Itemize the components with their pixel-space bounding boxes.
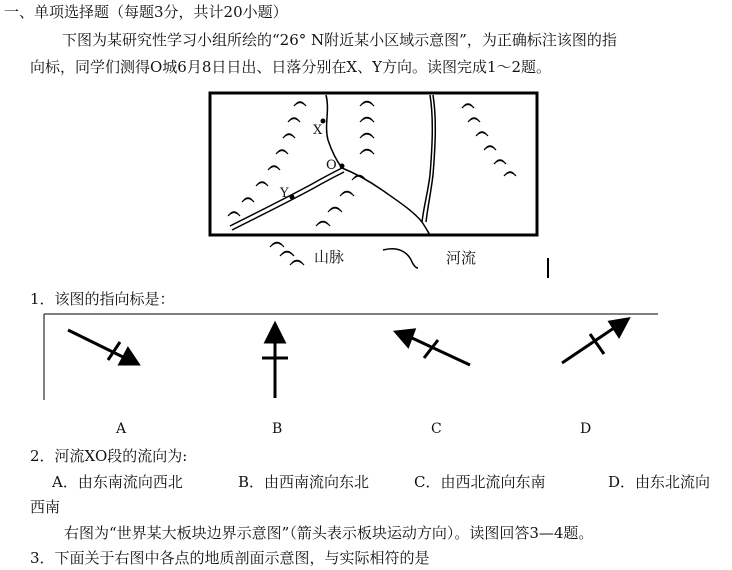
map-label-y: Y <box>280 186 289 201</box>
q2-choice-d[interactable]: D．由东北流向 <box>608 473 711 491</box>
q1-option-d-label[interactable]: D <box>580 421 592 437</box>
compass-arrow-b <box>262 324 288 398</box>
q1-option-c-label[interactable]: C <box>431 421 442 437</box>
q1-stem: 1．该图的指向标是： <box>30 290 175 308</box>
q2-choice-d-continuation: 西南 <box>30 498 61 516</box>
intro-line-1: 下图为某研究性学习小组所绘的“26° N附近某小区域示意图”，为正确标注该图的指 <box>62 31 617 49</box>
legend-mountain-label: 山脉 <box>314 248 345 266</box>
intro-2: 右图为“世界某大板块边界示意图”（箭头表示板块运动方向）。读图回答3—4题。 <box>64 524 594 542</box>
q2-choice-c[interactable]: C．由西北流向东南 <box>414 473 546 491</box>
river-east <box>422 95 432 222</box>
q3-stem: 3．下面关于右图中各点的地质剖面示意图，与实际相符的是 <box>30 549 430 567</box>
compass-arrow-c <box>396 330 470 365</box>
mountain-range-right <box>462 104 516 176</box>
point-o <box>340 164 345 169</box>
legend-river-label: 河流 <box>446 249 477 267</box>
q1-option-b-label[interactable]: B <box>272 421 283 437</box>
map-frame <box>210 93 537 235</box>
compass-arrow-d <box>562 319 628 363</box>
map-label-x: X <box>313 123 323 138</box>
q2-choice-b[interactable]: B．由西南流向东北 <box>238 473 370 491</box>
legend-mountain-icon <box>270 243 304 266</box>
q2-stem: 2．河流XO段的流向为: <box>30 447 188 465</box>
intro-line-2: 向标，同学们测得O城6月8日日出、日落分别在X、Y方向。读图完成1～2题。 <box>30 58 552 76</box>
legend-river-icon <box>383 249 418 268</box>
q1-option-a-label[interactable]: A <box>116 421 127 437</box>
point-y <box>290 195 295 200</box>
map-label-o: O <box>326 158 337 173</box>
compass-arrow-a <box>68 330 138 364</box>
mountain-symbols <box>228 102 516 227</box>
q2-choice-a[interactable]: A．由东南流向西北 <box>52 473 183 491</box>
section-heading: 一、单项选择题（每题3分，共计20小题） <box>4 3 288 21</box>
river-main <box>342 168 430 235</box>
